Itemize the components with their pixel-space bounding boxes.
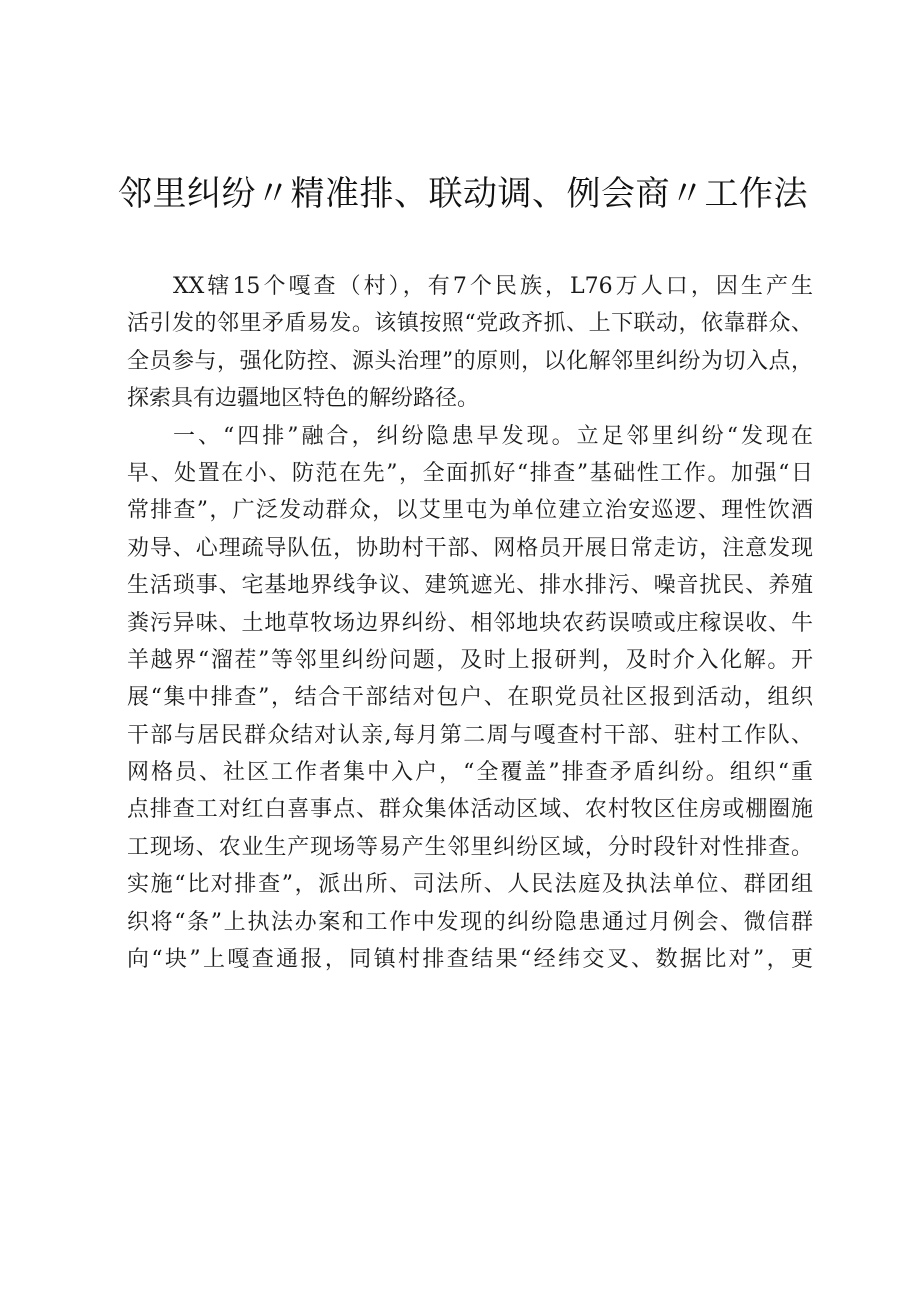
document-body bbox=[127, 268, 813, 978]
paragraph-1-line-3: 全员参与，强化防控、源头治理”的原则，以化解邻里纠纷为切入点， bbox=[127, 348, 813, 374]
paragraph-2-line-7: 羊越界“溜茬”等邻里纠纷问题，及时上报研判，及时介入化解。开 bbox=[127, 647, 813, 673]
paragraph-2-line-1: 一、“四排”融合，纠纷隐患早发现。立足邻里纠纷“发现在 bbox=[173, 423, 813, 449]
paragraph-2-line-3: 常排查”，广泛发动群众，以艾里屯为单位建立治安巡逻、理性饮酒 bbox=[127, 498, 813, 524]
paragraph-2-line-6: 粪污异味、土地草牧场边界纠纷、相邻地块农药误喷或庄稼误收、牛 bbox=[127, 610, 813, 636]
paragraph-1-line-4: 探索具有边疆地区特色的解纷路径。 bbox=[127, 386, 480, 412]
paragraph-2-line-14: 织将“条”上执法办案和工作中发现的纠纷隐患通过月例会、微信群 bbox=[127, 909, 813, 935]
document-title: 邻里纠纷〃精准排、联动调、例会商〃工作法 bbox=[118, 174, 808, 214]
paragraph-2-line-12: 工现场、农业生产现场等易产生邻里纠纷区域，分时段针对性排查。 bbox=[127, 834, 813, 860]
paragraph-2-line-5: 生活琐事、宅基地界线争议、建筑遮光、排水排污、噪音扰民、养殖 bbox=[127, 573, 813, 599]
paragraph-2-line-10: 网格员、社区工作者集中入户，“全覆盖”排查矛盾纠纷。组织“重 bbox=[127, 760, 813, 786]
paragraph-2-line-15: 向“块”上嘎查通报，同镇村排查结果“经纬交叉、数据比对”，更 bbox=[127, 947, 813, 973]
paragraph-1-line-2: 活引发的邻里矛盾易发。该镇按照“党政齐抓、上下联动，依靠群众、 bbox=[127, 311, 813, 337]
paragraph-2-line-13: 实施“比对排查”，派出所、司法所、人民法庭及执法单位、群团组 bbox=[127, 872, 813, 898]
paragraph-2-line-8: 展“集中排查”，结合干部结对包户、在职党员社区报到活动，组织 bbox=[127, 685, 813, 711]
paragraph-2-line-9: 干部与居民群众结对认亲,每月第二周与嘎查村干部、驻村工作队、 bbox=[127, 722, 813, 748]
paragraph-2-line-11: 点排查工对红白喜事点、群众集体活动区域、农村牧区住房或棚圈施 bbox=[127, 797, 813, 823]
paragraph-2-line-2: 早、处置在小、防范在先”，全面抓好“排查”基础性工作。加强“日 bbox=[127, 460, 813, 486]
paragraph-1-line-1: XX辖15个嘎查（村），有7个民族，L76万人口，因生产生 bbox=[173, 274, 813, 299]
paragraph-2-line-4: 劝导、心理疏导队伍，协助村干部、网格员开展日常走访，注意发现 bbox=[127, 535, 813, 561]
